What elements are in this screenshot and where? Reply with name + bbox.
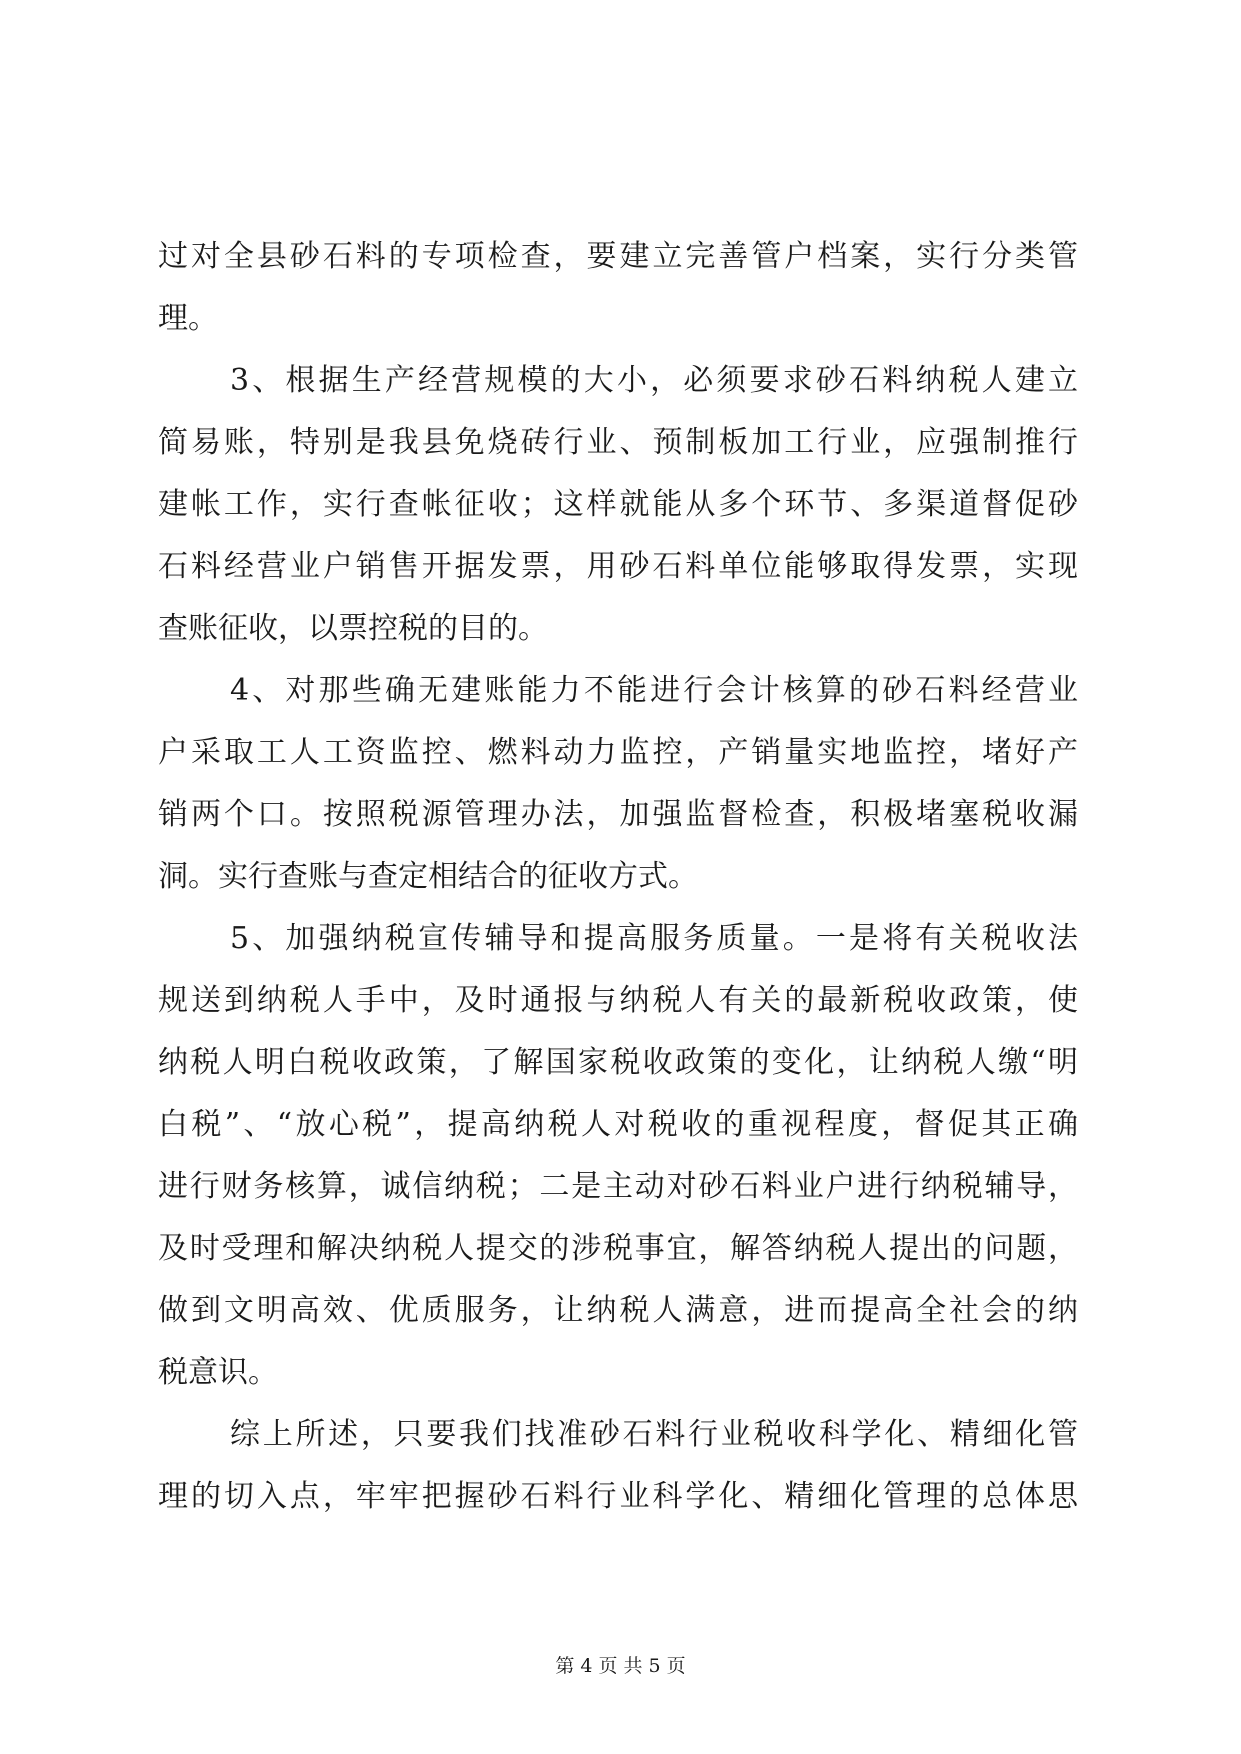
text-line: 理的切入点，牢牢把握砂石料行业科学化、精细化管理的总体思 — [158, 1479, 1078, 1514]
text-line: 3、根据生产经营规模的大小，必须要求砂石料纳税人建立 — [230, 363, 1078, 398]
text-line: 白税”、“放心税”，提高纳税人对税收的重视程度，督促其正确 — [158, 1107, 1078, 1142]
text-line: 及时受理和解决纳税人提交的涉税事宜，解答纳税人提出的问题， — [158, 1231, 1078, 1266]
text-line: 查账征收，以票控税的目的。 — [158, 611, 548, 646]
text-line: 4、对那些确无建账能力不能进行会计核算的砂石料经营业 — [230, 673, 1078, 708]
body-text — [158, 226, 1078, 1528]
text-line: 纳税人明白税收政策，了解国家税收政策的变化，让纳税人缴“明 — [158, 1045, 1078, 1080]
text-line: 石料经营业户销售开据发票，用砂石料单位能够取得发票，实现 — [158, 549, 1078, 584]
text-line: 洞。实行查账与查定相结合的征收方式。 — [158, 859, 698, 894]
text-line: 过对全县砂石料的专项检查，要建立完善管户档案，实行分类管 — [158, 239, 1078, 274]
text-line: 户采取工人工资监控、燃料动力监控，产销量实地监控，堵好产 — [158, 735, 1078, 770]
text-line: 5、加强纳税宣传辅导和提高服务质量。一是将有关税收法 — [230, 921, 1078, 956]
text-line: 规送到纳税人手中，及时通报与纳税人有关的最新税收政策，使 — [158, 983, 1078, 1018]
text-line: 建帐工作，实行查帐征收；这样就能从多个环节、多渠道督促砂 — [158, 487, 1078, 522]
text-line: 进行财务核算，诚信纳税；二是主动对砂石料业户进行纳税辅导， — [158, 1169, 1078, 1204]
text-line: 税意识。 — [158, 1355, 278, 1390]
text-line: 做到文明高效、优质服务，让纳税人满意，进而提高全社会的纳 — [158, 1293, 1078, 1328]
text-line: 销两个口。按照税源管理办法，加强监督检查，积极堵塞税收漏 — [158, 797, 1078, 832]
text-line: 综上所述，只要我们找准砂石料行业税收科学化、精细化管 — [230, 1417, 1078, 1452]
text-line: 简易账，特别是我县免烧砖行业、预制板加工行业，应强制推行 — [158, 425, 1078, 460]
text-line: 理。 — [158, 301, 218, 336]
page-footer: 第 4 页 共 5 页 — [555, 1655, 686, 1677]
